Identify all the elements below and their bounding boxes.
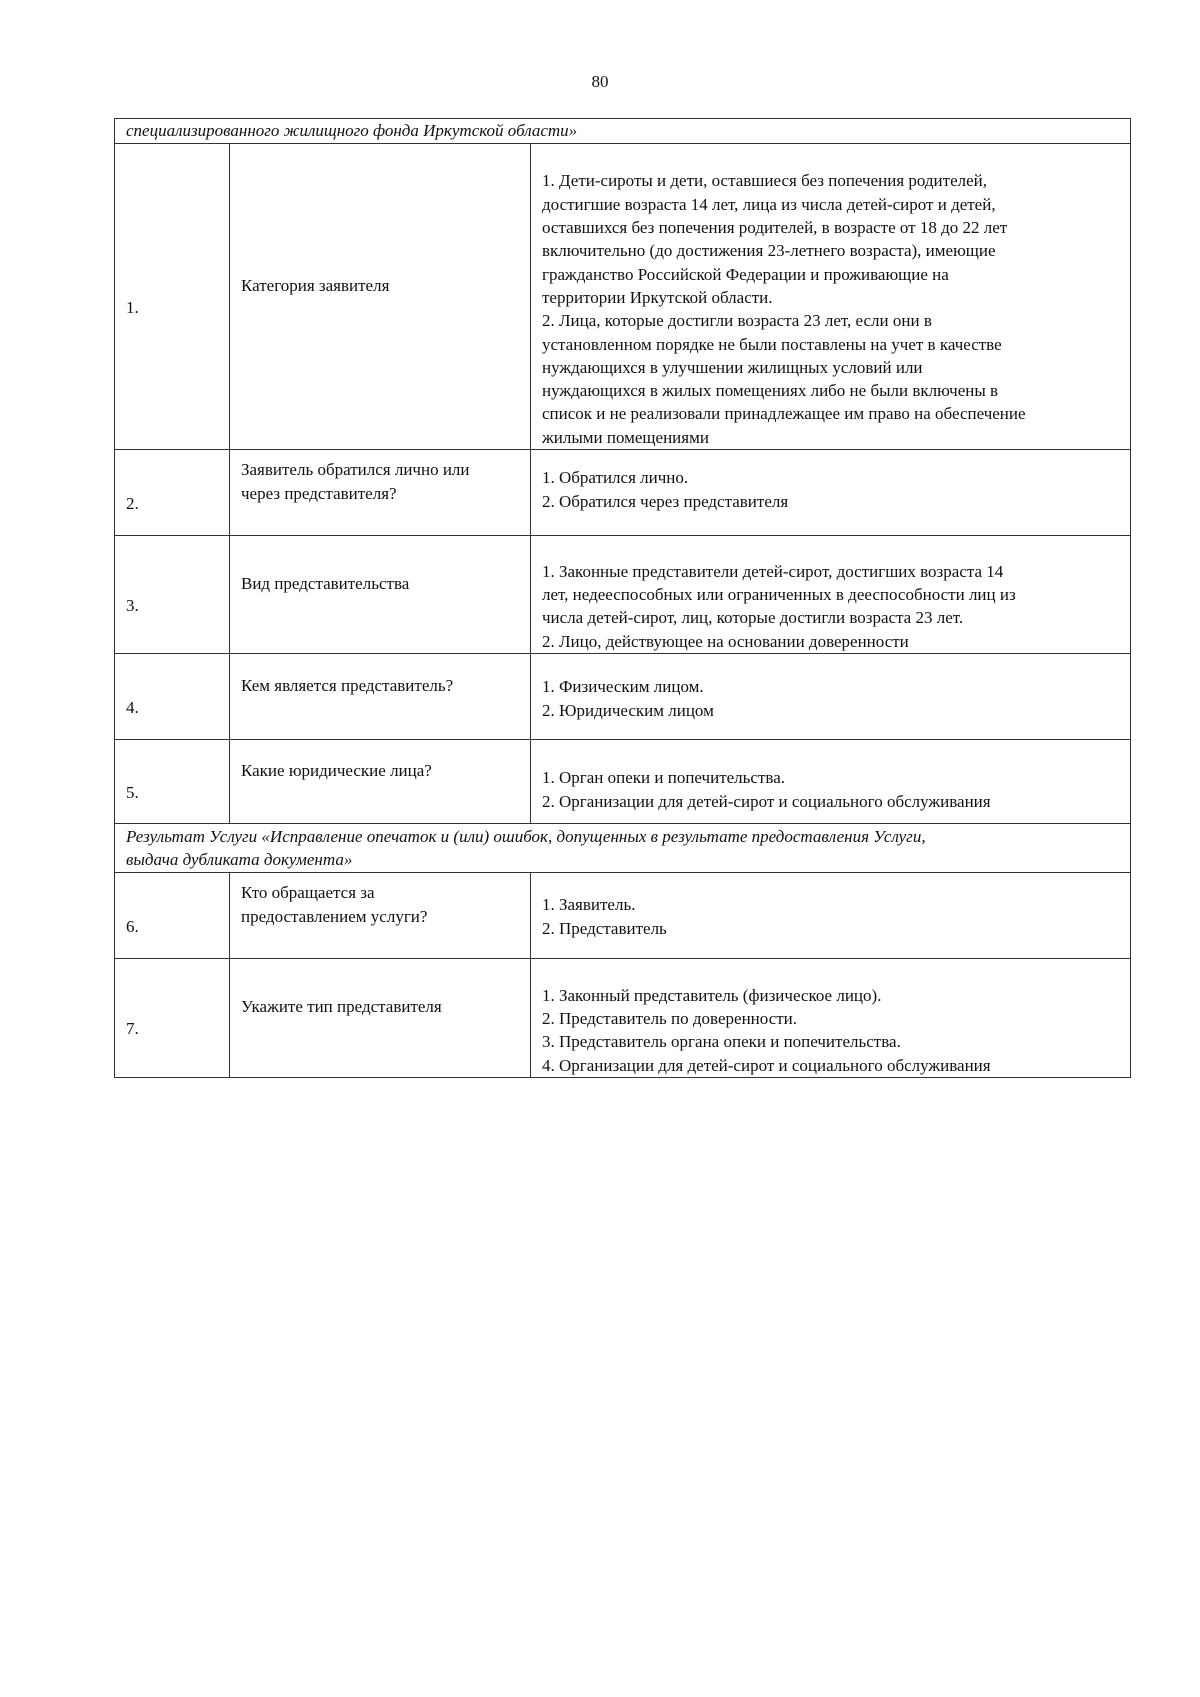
answer-line: нуждающихся в улучшении жилищных условий или [542, 357, 923, 377]
answer-line: 1. Орган опеки и попечительства. [542, 768, 785, 788]
answer-line: 2. Юридическим лицом [542, 700, 714, 720]
row-number: 7. [115, 959, 230, 1078]
table-row [115, 450, 1131, 536]
question-text: предоставлением услуги? [241, 906, 428, 926]
table-row [115, 959, 1131, 1078]
answer-line: 1. Законные представители детей-сирот, достигших возраста 14 [542, 561, 1004, 581]
answer-line: лет, недееспособных или ограниченных в дееспособности лиц из [542, 585, 1016, 605]
answer-cell [531, 873, 1131, 959]
answer-cell [531, 144, 1131, 450]
answer-line: включительно (до достижения 23-летнего возраста), имеющие [542, 241, 996, 261]
row-number: 3. [115, 536, 230, 654]
answer-cell [531, 536, 1131, 654]
answer-line: 1. Физическим лицом. [542, 677, 704, 697]
answer-cell [531, 959, 1131, 1078]
answer-line: нуждающихся в жилых помещениях либо не были включены в [542, 381, 999, 401]
question-text: Кем является представитель? [241, 675, 454, 695]
answer-line: достигшие возраста 14 лет, лица из числа детей-сирот и детей, [542, 194, 996, 214]
answer-cell [531, 450, 1131, 536]
section-header-row [115, 119, 1131, 144]
table-row [115, 144, 1131, 450]
row-number: 1. [115, 144, 230, 450]
answer-line: список и не реализовали принадлежащее им право на обеспечение [542, 404, 1026, 424]
answer-line: 1. Обратился лично. [542, 468, 689, 488]
answer-cell [531, 654, 1131, 740]
question-text: Вид представительства [241, 573, 410, 593]
answer-line: 1. Законный представитель (физическое лицо). [542, 985, 882, 1005]
answer-line: числа детей-сирот, лиц, которые достигли возраста 23 лет. [542, 608, 964, 628]
table-row [115, 740, 1131, 824]
answer-line: 1. Заявитель. [542, 895, 636, 915]
answer-line: 3. Представитель органа опеки и попечительства. [542, 1032, 901, 1052]
question-cell [230, 959, 531, 1078]
answer-line: 2. Обратился через представителя [542, 491, 789, 511]
question-text: Кто обращается за [241, 883, 375, 903]
applicant-profile-table [114, 118, 1131, 1078]
answer-line: жилыми помещениями [542, 427, 709, 447]
question-cell [230, 144, 531, 450]
answer-line: 1. Дети-сироты и дети, оставшиеся без попечения родителей, [542, 171, 988, 191]
question-cell [230, 450, 531, 536]
answer-line: 2. Лица, которые достигли возраста 23 лет, если они в [542, 311, 932, 331]
answer-line: территории Иркутской области. [542, 287, 773, 307]
question-text: Заявитель обратился лично или [241, 460, 470, 480]
row-number: 4. [115, 654, 230, 740]
answer-line: установленном порядке не были поставлены на учет в качестве [542, 334, 1002, 354]
section-header-row [115, 824, 1131, 873]
question-text: Категория заявителя [241, 275, 390, 295]
table-row [115, 654, 1131, 740]
row-number: 5. [115, 740, 230, 824]
answer-line: 4. Организации для детей-сирот и социального обслуживания [542, 1055, 991, 1075]
answer-line: 2. Представитель [542, 918, 667, 938]
question-text: Укажите тип представителя [241, 997, 442, 1017]
question-text: Какие юридические лица? [241, 760, 432, 780]
question-cell [230, 740, 531, 824]
table-row [115, 873, 1131, 959]
answer-cell [531, 740, 1131, 824]
question-cell [230, 654, 531, 740]
section-header: Результат Услуги «Исправление опечаток и (или) ошибок, допущенных в результате предоставления Услуги, выдача дубликата документа» [115, 824, 1131, 873]
answer-line: 2. Организации для детей-сирот и социального обслуживания [542, 791, 991, 811]
answer-line: 2. Представитель по доверенности. [542, 1009, 798, 1029]
row-number: 6. [115, 873, 230, 959]
page-number: 80 [591, 72, 609, 91]
question-cell [230, 873, 531, 959]
answer-line: 2. Лицо, действующее на основании доверенности [542, 631, 909, 651]
answer-line: гражданство Российской Федерации и проживающие на [542, 264, 949, 284]
table-row [115, 536, 1131, 654]
question-cell [230, 536, 531, 654]
section-header: специализированного жилищного фонда Иркутской области» [115, 119, 1131, 144]
answer-line: оставшихся без попечения родителей, в возрасте от 18 до 22 лет [542, 218, 1008, 238]
row-number: 2. [115, 450, 230, 536]
question-text: через представителя? [241, 483, 397, 503]
